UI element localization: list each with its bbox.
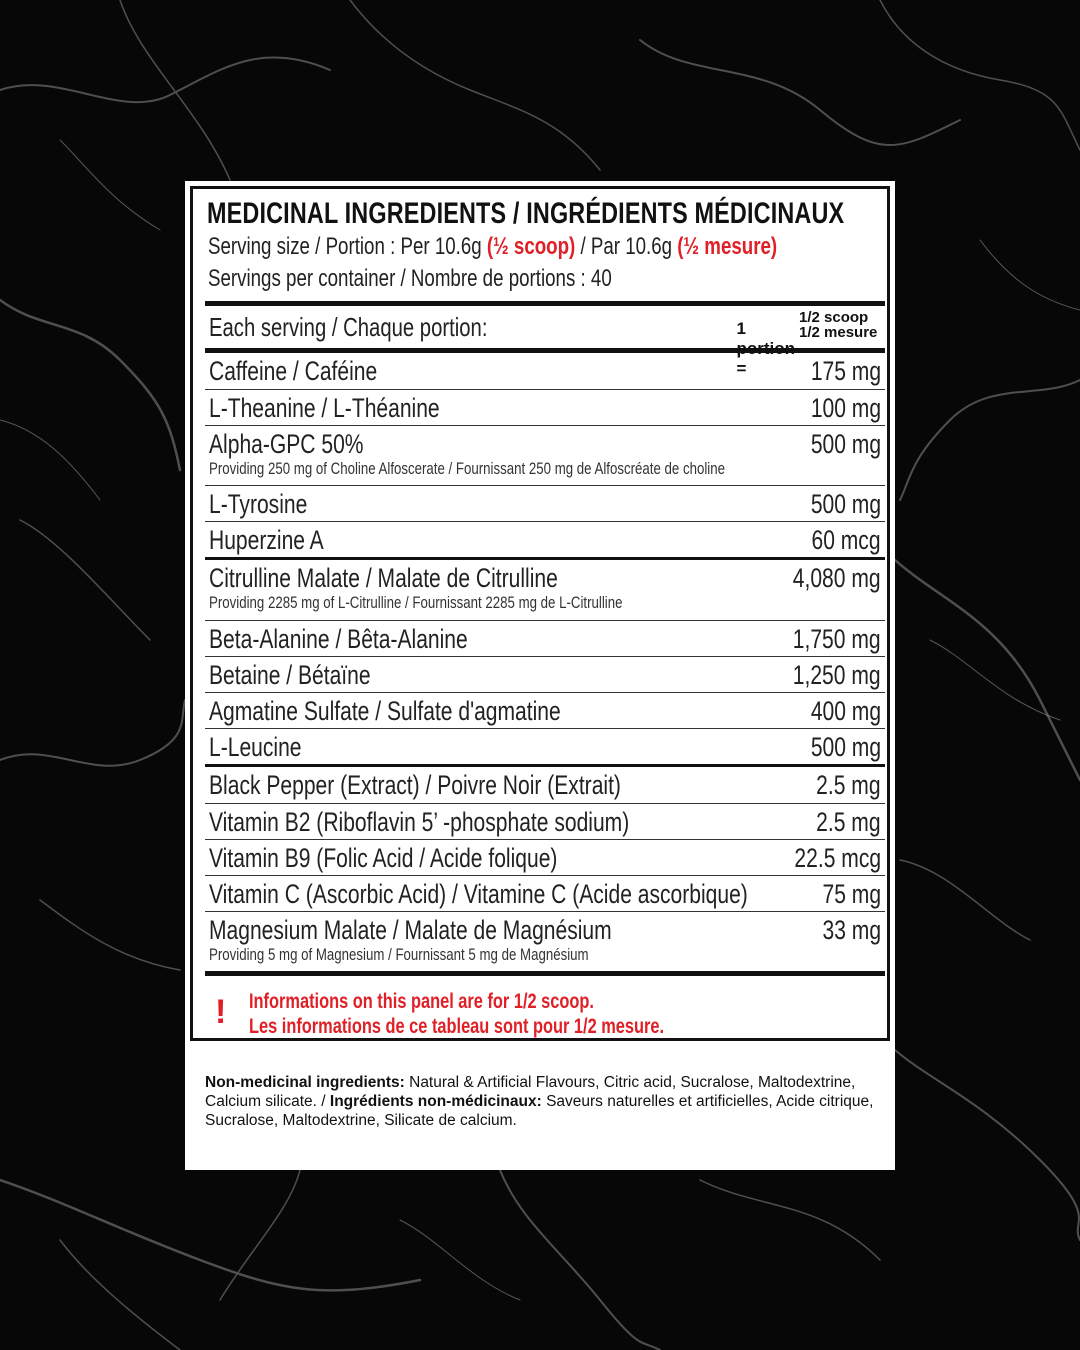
ingredient-name: Vitamin C (Ascorbic Acid) / Vitamine C (Acide ascorbique) [209,879,748,909]
serving-prefix: Serving size / Portion : Per 10.6g [208,233,487,260]
panel-title: MEDICINAL INGREDIENTS / INGRÉDIENTS MÉDICINAUX [207,197,845,230]
ingredient-row-vitamin-c [205,875,885,911]
ingredient-row-black-pepper [205,767,885,803]
ingredient-row-tyrosine [205,485,885,521]
supplement-label [185,181,895,1170]
portion-scoop: 1/2 scoop [799,309,869,326]
ingredient-amount: 1,750 mg [793,624,881,654]
serving-mid: / Par 10.6g [575,233,678,260]
warning-line-fr: Les informations de ce tableau sont pour 1/2 mesure. [249,1015,665,1038]
servings-per-container: Servings per container / Nombre de portions : 40 [208,265,612,292]
ingredient-row-beta-alanine [205,620,885,656]
ingredient-name: L-Theanine / L-Théanine [209,393,440,423]
ingredient-name: Agmatine Sulfate / Sulfate d'agmatine [209,696,561,726]
ingredient-row-caffeine [205,353,885,389]
ingredient-row-magnesium [205,911,885,971]
ingredient-name: Magnesium Malate / Malate de Magnésium [209,915,612,945]
ingredient-row-huperzine [205,521,885,557]
ingredient-note: Providing 250 mg of Choline Alfoscerate / Fournissant 250 mg de Alfoscréate de choline [209,459,725,478]
each-serving-label: Each serving / Chaque portion: [209,312,488,342]
ingredient-amount: 4,080 mg [793,563,881,593]
ingredient-row-vitamin-b2 [205,803,885,839]
ingredient-amount: 500 mg [810,429,881,459]
ingredient-row-agmatine [205,692,885,728]
ingredient-name: Huperzine A [209,525,324,555]
exclamation-icon: ! [215,993,227,1031]
portion-label: 1 portion = [736,319,796,378]
non-medicinal-text-fr: Saveurs naturelles et artificielles, Acide citrique, Sucralose, Maltodextrine, Silicate de calcium. [205,1093,874,1129]
ingredient-row-theanine [205,389,885,425]
ingredients-table [205,301,885,976]
ingredient-amount: 75 mg [822,879,881,909]
ingredient-name: Citrulline Malate / Malate de Citrulline [209,563,558,593]
non-medicinal-label-en: Non-medicinal ingredients: [205,1074,405,1091]
ingredient-note: Providing 5 mg of Magnesium / Fournissant 5 mg de Magnésium [209,945,589,964]
ingredient-name: Caffeine / Caféine [209,356,378,386]
warning-text [249,989,781,1039]
ingredient-amount: 22.5 mcg [794,843,881,873]
serving-scoop: (½ scoop) [486,233,576,260]
table-bottom-rule [205,971,885,976]
non-medicinal-label-fr: Ingrédients non-médicinaux: [329,1093,542,1110]
ingredient-row-vitamin-b9 [205,839,885,875]
ingredient-amount: 500 mg [810,732,881,762]
medicinal-ingredients-panel [190,186,890,1041]
portion-mesure: 1/2 mesure [799,324,878,341]
ingredient-amount: 175 mg [810,356,881,386]
ingredient-name: L-Leucine [209,732,302,762]
ingredient-row-betaine [205,656,885,692]
non-medicinal-text-en: Natural & Artificial Flavours, Citric acid, Sucralose, Maltodextrine, Calcium silicate. / [205,1074,856,1110]
ingredient-amount: 500 mg [810,489,881,519]
ingredient-name: Vitamin B9 (Folic Acid / Acide folique) [209,843,558,873]
ingredient-name: Alpha-GPC 50% [209,429,364,459]
ingredient-amount: 33 mg [822,915,881,945]
ingredient-amount: 1,250 mg [793,660,881,690]
ingredient-row-citrulline [205,560,885,620]
ingredient-row-alpha-gpc [205,425,885,485]
ingredient-name: L-Tyrosine [209,489,308,519]
portion-fraction [799,310,885,340]
ingredient-name: Vitamin B2 (Riboflavin 5’ -phosphate sodium) [209,807,630,837]
warning-line-en: Informations on this panel are for 1/2 scoop. [249,990,594,1013]
ingredient-amount: 100 mg [810,393,881,423]
ingredient-row-leucine [205,728,885,764]
serving-size [208,233,938,261]
ingredient-name: Black Pepper (Extract) / Poivre Noir (Extrait) [209,770,621,800]
ingredient-name: Betaine / Bétaïne [209,660,371,690]
ingredient-amount: 2.5 mg [816,770,881,800]
ingredient-amount: 60 mcg [811,525,881,555]
ingredient-amount: 2.5 mg [816,807,881,837]
ingredient-name: Beta-Alanine / Bêta-Alanine [209,624,468,654]
ingredient-amount: 400 mg [810,696,881,726]
non-medicinal-ingredients [205,1073,885,1130]
ingredient-note: Providing 2285 mg of L-Citrulline / Fournissant 2285 mg de L-Citrulline [209,593,623,612]
serving-mesure: (½ mesure) [677,233,778,260]
